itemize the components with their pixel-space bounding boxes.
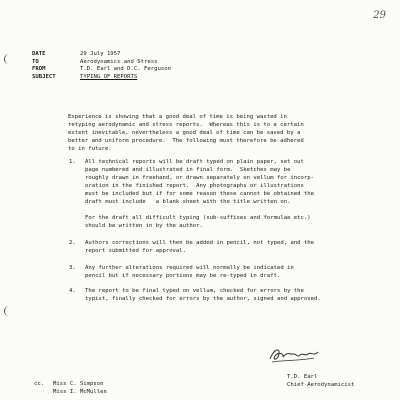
- item-text: All technical reports will be draft typed on plain paper, set out page numbered and illustrated in final form. Sketches may be roughly drawn in freehand, or drawn separately on vellum for incorp- oration in the finished report. Any photographs or illustrations must be included but if for some reason these cannot be obtained the draft must include a blank sheet with the title written on.: [85, 159, 315, 205]
- punch-hole-icon: [4, 54, 13, 64]
- handwritten-signature: [266, 345, 322, 365]
- list-item: [69, 239, 314, 255]
- intro-paragraph: Experience is showing that a good deal of time is being wasted in retyping aerodynamic and stress reports. Whereas this is to a certain extent inevitable, nevertheless a good deal of time can be saved by a better and uniform procedure. The following must therefore be adhered to in future.: [68, 114, 304, 152]
- date-value: 29 July 1957: [80, 51, 121, 57]
- page-number: 29: [373, 10, 386, 21]
- list-item: [69, 264, 294, 280]
- subject-label: SUBJECT: [32, 73, 56, 80]
- from-label: FROM: [32, 66, 46, 73]
- item-number: 4.: [69, 288, 76, 294]
- item-text: For the draft all difficult typing (sub-suffixes and formulae etc.) should be written in by the author.: [85, 215, 311, 229]
- from-value: T.D. Earl and D.C. Ferguson: [80, 66, 171, 73]
- date-row: [32, 51, 171, 59]
- cc-recipient: Miss I. McMullen: [53, 389, 107, 395]
- list-item: [69, 287, 321, 303]
- list-item-continuation: [85, 214, 311, 230]
- list-item: [69, 158, 314, 206]
- punch-hole-icon: [4, 306, 13, 316]
- signer-title: Chief Aerodynamicist: [287, 382, 355, 388]
- subject-row: [32, 74, 171, 82]
- item-text: The report to be final typed on vellum, checked for errors by the typist, finally checked for errors by the author, signed and approved.: [85, 288, 321, 302]
- memo-header: [32, 51, 171, 81]
- to-value: Aerodynamics and Stress: [80, 58, 158, 65]
- item-text: Any further alterations required will normally be indicated in pencil but if necessary portions may be re-typed in draft.: [85, 265, 294, 279]
- item-number: 3.: [69, 265, 76, 271]
- cc-recipient: Miss C. Simpson: [53, 381, 104, 387]
- cc-block: [34, 380, 107, 396]
- item-text: Authors corrections will then be added in pencil, not typed, and the report submitted for approval.: [85, 240, 315, 254]
- date-label: DATE: [32, 51, 46, 57]
- from-row: [32, 66, 171, 74]
- item-number: 2.: [69, 240, 76, 246]
- signer-block: [287, 373, 354, 389]
- item-number: 1.: [69, 159, 76, 165]
- cc-label: cc.: [34, 381, 45, 387]
- subject-value: TYPING OF REPORTS: [80, 73, 138, 80]
- signer-name: T.D. Earl: [287, 374, 318, 380]
- to-label: TO: [32, 58, 39, 65]
- to-row: [32, 59, 171, 67]
